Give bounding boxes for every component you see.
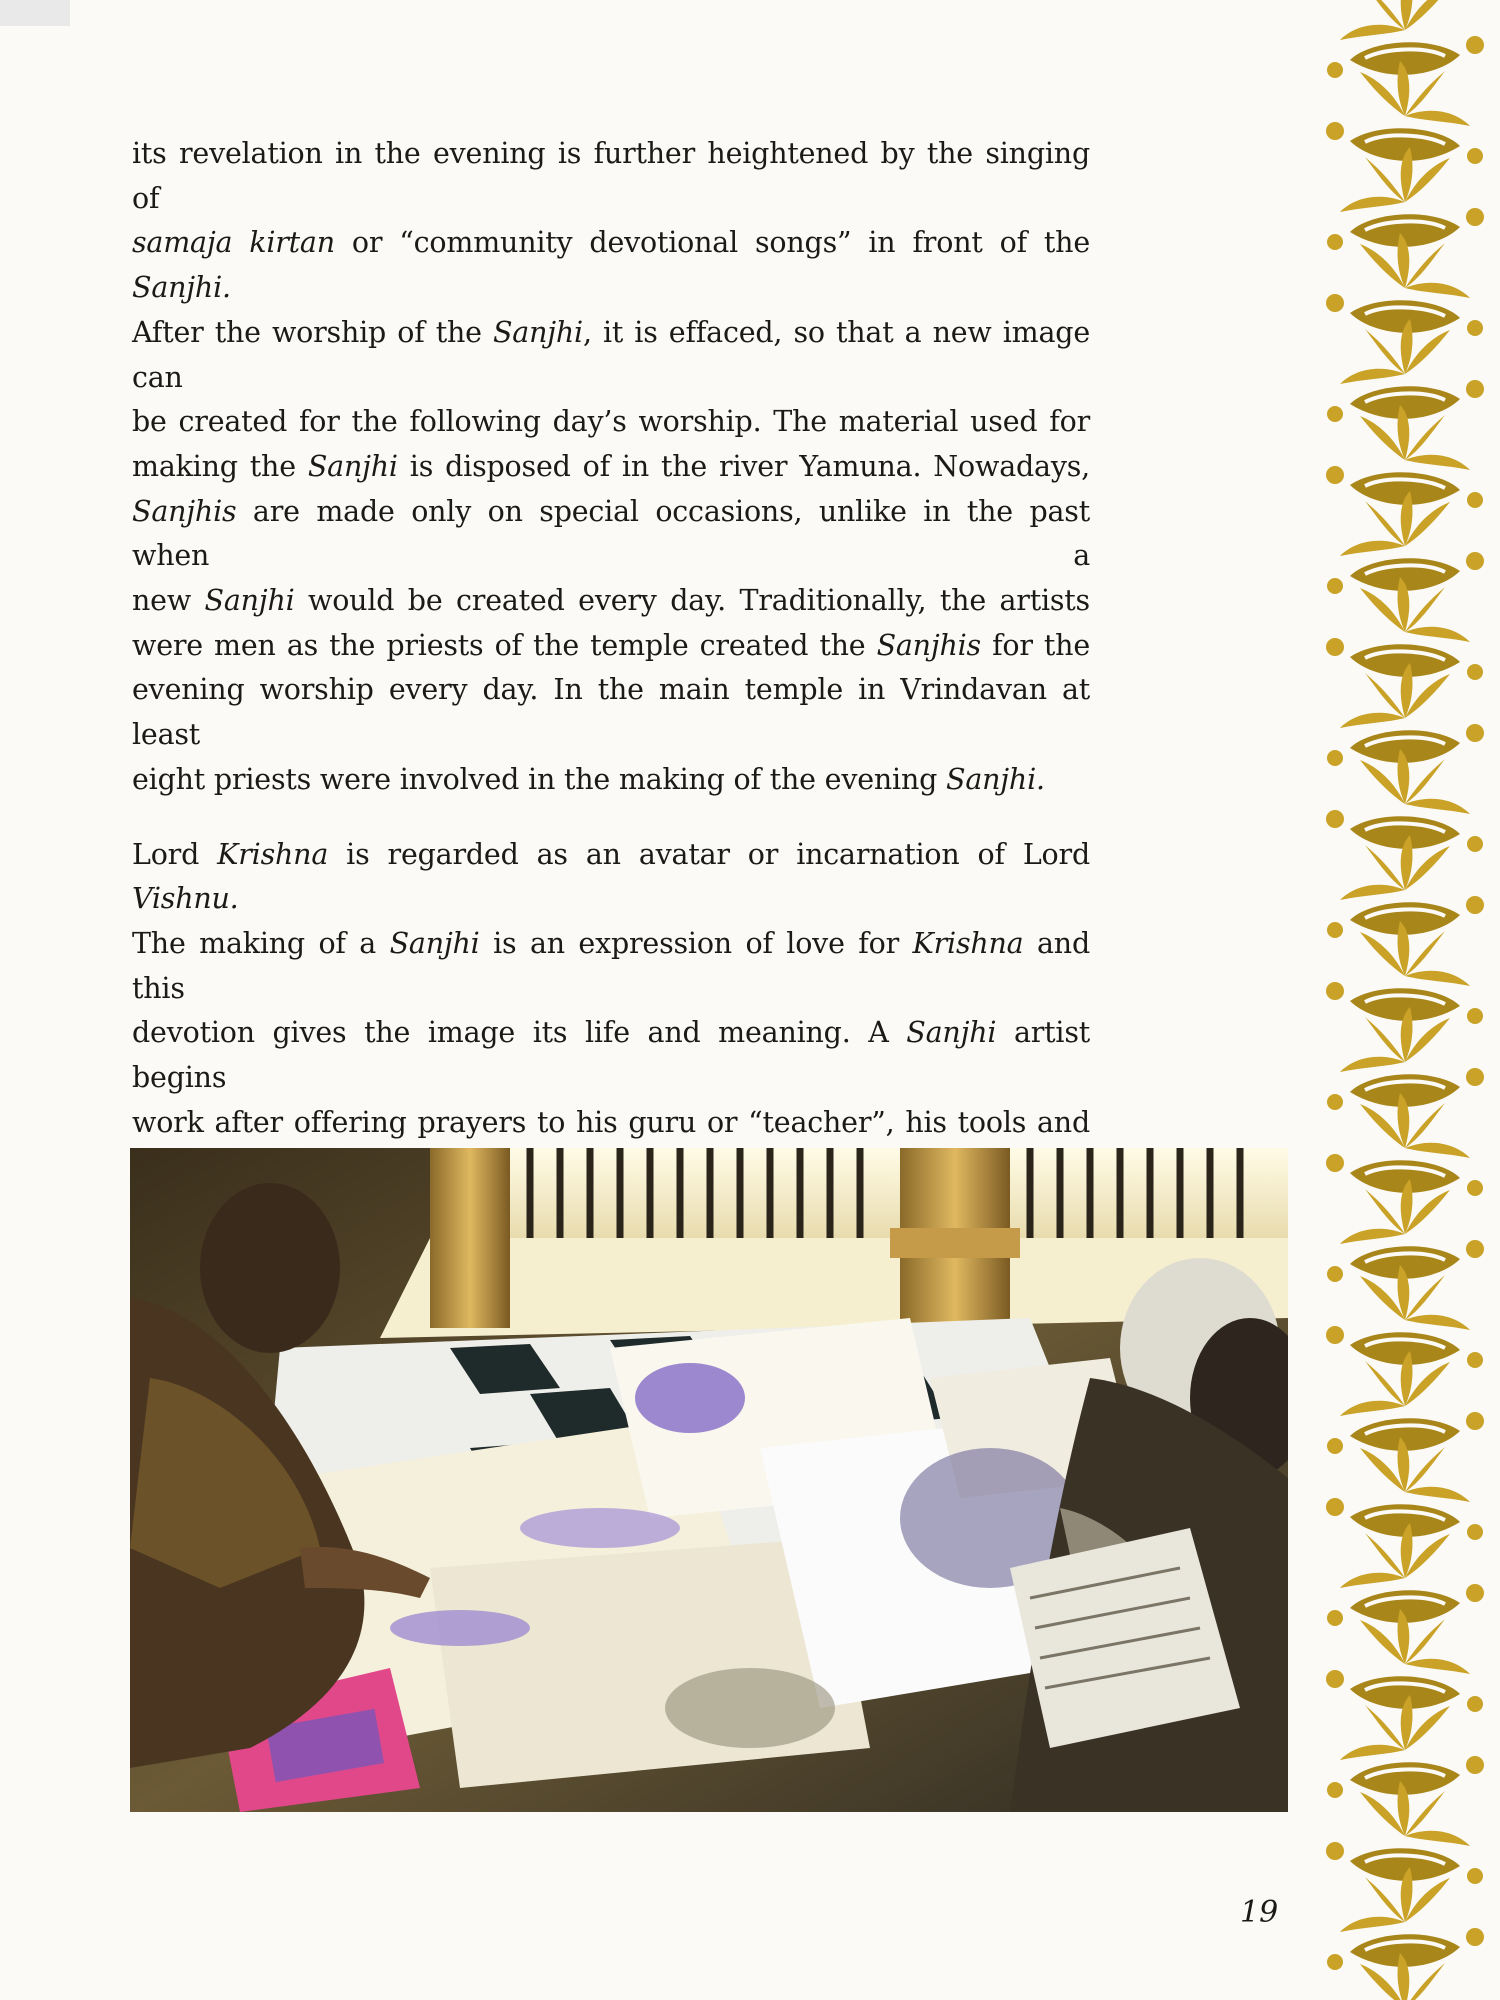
floral-motif xyxy=(1326,1093,1483,1196)
floral-motif xyxy=(1327,663,1484,766)
italic-term: Sanjhi xyxy=(389,926,480,960)
floral-motif xyxy=(1326,1781,1483,1884)
floral-motif xyxy=(1326,1609,1483,1712)
text-run: or “community devotional songs” in front of the xyxy=(334,226,1091,260)
italic-term: Sanjhis xyxy=(132,494,237,528)
text-run: Lord xyxy=(132,837,218,871)
text-run: new xyxy=(132,584,205,618)
text-run: , it is effaced, so that a new image can xyxy=(132,315,1090,394)
floral-motif xyxy=(1326,1437,1483,1540)
italic-term: samaja kirtan xyxy=(132,226,335,260)
italic-term: Sanjhi. xyxy=(946,762,1045,796)
text-line xyxy=(132,833,1090,922)
floral-motif xyxy=(1327,835,1484,938)
floral-motif xyxy=(1327,1007,1484,1110)
text-line xyxy=(132,922,1090,1011)
floral-motif xyxy=(1327,1867,1484,1970)
text-run: is disposed of in the river Yamuna. Nowadays, xyxy=(397,449,1091,483)
text-run: is an expression of love for xyxy=(479,926,913,960)
text-run: were men as the priests of the temple created the xyxy=(132,628,877,662)
floral-motif xyxy=(1327,1695,1484,1798)
floral-motif xyxy=(1327,1523,1484,1626)
italic-term: Krishna xyxy=(912,926,1024,960)
text-line xyxy=(132,490,1090,579)
gold-floral-border xyxy=(1310,0,1500,2000)
floral-motif xyxy=(1327,147,1484,250)
italic-term: Sanjhi xyxy=(307,449,398,483)
text-run: artist begins xyxy=(132,1016,1091,1095)
text-run: would be created every day. Traditionally, the artists xyxy=(294,584,1090,618)
text-run: be created for the following day’s worship. The material used for xyxy=(132,405,1090,439)
text-run: work after offering prayers to his guru or “teacher”, his tools and xyxy=(132,1105,1090,1139)
text-run: its revelation in the evening is further heightened by the singing of xyxy=(132,137,1090,215)
text-line xyxy=(132,445,1090,490)
text-line xyxy=(132,579,1090,624)
floral-motif xyxy=(1326,405,1483,508)
paragraph-1 xyxy=(132,132,1090,803)
floral-motif xyxy=(1327,0,1484,78)
italic-term: Krishna xyxy=(217,837,329,871)
italic-term: Sanjhi xyxy=(492,315,583,349)
italic-term: Sanjhi xyxy=(204,584,295,618)
floral-motif xyxy=(1327,491,1484,594)
text-line xyxy=(132,624,1090,669)
text-run: After the worship of the xyxy=(132,315,493,349)
text-run: are made only on special occasions, unlike in the past when a xyxy=(132,494,1090,573)
text-line xyxy=(132,221,1090,310)
italic-term: Sanjhi. xyxy=(132,271,231,305)
floral-motif xyxy=(1326,1265,1483,1368)
floral-motif xyxy=(1326,577,1483,680)
text-line xyxy=(132,400,1090,445)
text-line xyxy=(132,668,1090,757)
text-line xyxy=(132,1011,1090,1100)
text-run: for the xyxy=(980,628,1090,662)
floral-motif xyxy=(1326,1953,1483,2000)
text-run: devotion gives the image its life and meaning. A xyxy=(132,1016,907,1050)
photograph-sanjhi-artists xyxy=(130,1148,1288,1812)
floral-motif xyxy=(1327,1179,1484,1282)
text-line xyxy=(132,132,1090,221)
floral-motif xyxy=(1326,921,1483,1024)
text-run: eight priests were involved in the making of the evening xyxy=(132,762,947,796)
text-run: is regarded as an avatar or incarnation of Lord xyxy=(328,837,1090,871)
italic-term: Sanjhis xyxy=(876,628,981,662)
floral-motif xyxy=(1327,1351,1484,1454)
page-number: 19 xyxy=(1240,1895,1279,1930)
text-run: evening worship every day. In the main temple in Vrindavan at least xyxy=(132,673,1090,752)
italic-term: Vishnu. xyxy=(132,882,239,916)
italic-term: Sanjhi xyxy=(906,1016,997,1050)
floral-motif xyxy=(1326,233,1483,336)
floral-motif xyxy=(1326,749,1483,852)
text-line xyxy=(132,758,1090,803)
text-run: The making of a xyxy=(132,926,390,960)
text-run: and this xyxy=(132,926,1090,1005)
floral-motif xyxy=(1327,319,1484,422)
floral-motif xyxy=(1326,61,1483,164)
text-line xyxy=(132,311,1090,400)
scan-corner-shade xyxy=(0,0,70,26)
text-run: making the xyxy=(132,449,308,483)
photo-illustration xyxy=(130,1148,1288,1812)
